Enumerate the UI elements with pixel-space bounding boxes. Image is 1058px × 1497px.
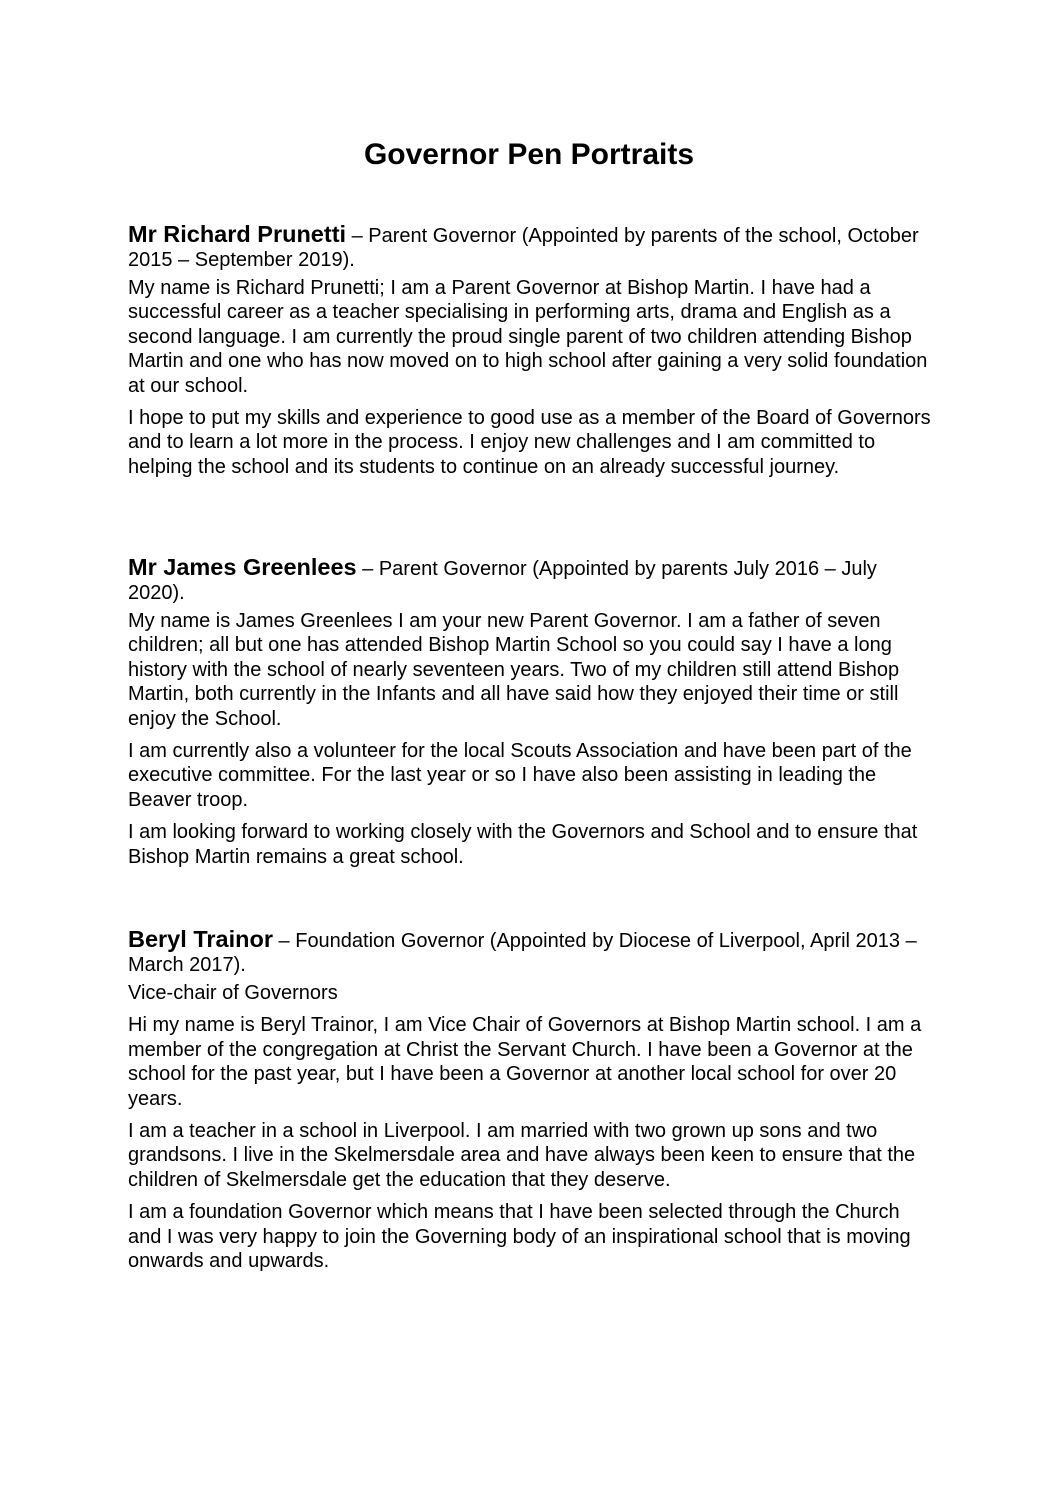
- governor-role: – Parent Governor (Appointed by parents of the school, October 2015 – September 2019).: [128, 225, 919, 271]
- bio-paragraph: I am looking forward to working closely with the Governors and School and to ensure that Bishop Martin remains a great school.: [128, 821, 918, 868]
- bio-paragraph: My name is James Greenlees I am your new Parent Governor. I am a father of seven children; all but one has attended Bishop Martin School so you could say I have a long history with the school of nearly seventeen years. Two of my children still attend Bishop Martin, both currently in the Infants and all have said how they enjoyed their time or still enjoy the School.: [128, 610, 900, 730]
- bio-paragraph: My name is Richard Prunetti; I am a Parent Governor at Bishop Martin. I have had a successful career as a teacher specialising in performing arts, drama and English as a second language. I am currently the proud single parent of two children attending Bishop Martin and one who has now moved on to high school after gaining a very solid foundation at our school.: [128, 277, 928, 397]
- bio-paragraph: Hi my name is Beryl Trainor, I am Vice Chair of Governors at Bishop Martin school. I am a member of the congregation at Christ the Servant Church. I have been a Governor at the school for the past year, but I have been a Governor at another local school for over 20 years.: [128, 1014, 922, 1110]
- governor-name: Beryl Trainor: [128, 926, 273, 952]
- bio-paragraph: I am a teacher in a school in Liverpool. I am married with two grown up sons and two grandsons. I live in the Skelmersdale area and have always been keen to ensure that the children of Skelmersdale get the education that they deserve.: [128, 1120, 916, 1191]
- governor-heading: [128, 222, 938, 272]
- governor-role: – Parent Governor (Appointed by parents July 2016 – July 2020).: [128, 558, 877, 604]
- governor-subtitle: Vice-chair of Governors: [128, 982, 338, 1004]
- bio-paragraph: I am a foundation Governor which means that I have been selected through the Church and I was very happy to join the Governing body of an inspirational school that is moving onwards and upwards.: [128, 1201, 911, 1273]
- governor-heading: [128, 555, 938, 605]
- governor-name: Mr Richard Prunetti: [128, 221, 347, 247]
- governor-section-prunetti: [128, 222, 938, 487]
- governor-heading: [128, 927, 938, 977]
- bio-paragraph: I am currently also a volunteer for the local Scouts Association and have been part of the executive committee. For the last year or so I have also been assisting in leading the Beaver troop.: [128, 740, 912, 811]
- governor-name: Mr James Greenlees: [128, 554, 357, 580]
- governor-section-trainor: [128, 927, 938, 1281]
- governor-section-greenlees: [128, 555, 938, 877]
- bio-paragraph: I hope to put my skills and experience to good use as a member of the Board of Governors and to learn a lot more in the process. I enjoy new challenges and I am committed to helping the school and its students to continue on an already successful journey.: [128, 407, 931, 478]
- governor-role: – Foundation Governor (Appointed by Diocese of Liverpool, April 2013 – March 2017).: [128, 930, 917, 976]
- page-title: Governor Pen Portraits: [363, 138, 695, 171]
